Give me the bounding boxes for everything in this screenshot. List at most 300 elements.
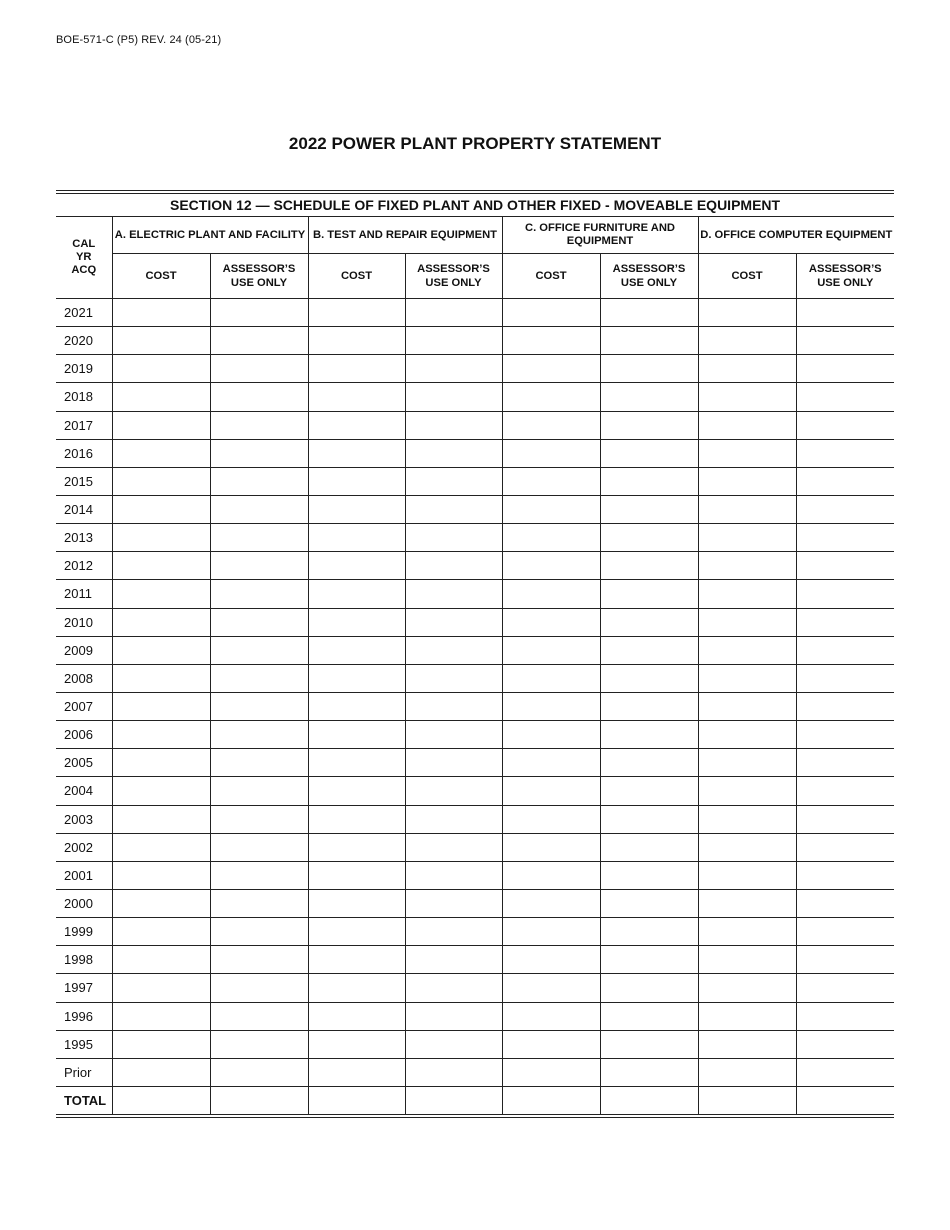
assessor-use-cell-office-furniture bbox=[600, 918, 698, 946]
cost-input-test-repair[interactable] bbox=[308, 833, 405, 861]
year-row bbox=[56, 524, 894, 552]
cost-input-test-repair[interactable] bbox=[308, 889, 405, 917]
total-cost-input-test-repair[interactable] bbox=[308, 1086, 405, 1114]
cost-input-office-computer[interactable] bbox=[698, 355, 796, 383]
cost-input-test-repair[interactable] bbox=[308, 946, 405, 974]
cost-input-test-repair[interactable] bbox=[308, 411, 405, 439]
cost-header-office-computer: COST bbox=[698, 254, 796, 299]
cost-input-electric-plant[interactable] bbox=[112, 833, 210, 861]
assessor-use-cell-office-furniture bbox=[600, 383, 698, 411]
year-row bbox=[56, 692, 894, 720]
year-row bbox=[56, 946, 894, 974]
assessor-use-cell-office-furniture bbox=[600, 974, 698, 1002]
assessor-use-cell-office-computer bbox=[796, 524, 894, 552]
assessor-use-cell-test-repair bbox=[405, 861, 502, 889]
year-row bbox=[56, 1058, 894, 1086]
assessor-header-line-2: USE ONLY bbox=[425, 277, 482, 289]
assessor-use-cell-electric-plant bbox=[210, 327, 308, 355]
cost-input-office-computer[interactable] bbox=[698, 749, 796, 777]
cost-input-office-computer[interactable] bbox=[698, 495, 796, 523]
assessor-use-cell-test-repair bbox=[405, 299, 502, 327]
cost-input-test-repair[interactable] bbox=[308, 1002, 405, 1030]
cost-input-test-repair[interactable] bbox=[308, 524, 405, 552]
assessor-use-cell-office-furniture bbox=[600, 552, 698, 580]
year-label: 1996 bbox=[56, 1002, 112, 1030]
year-row bbox=[56, 777, 894, 805]
total-cost-input-office-computer[interactable] bbox=[698, 1086, 796, 1114]
assessor-use-cell-office-computer bbox=[796, 918, 894, 946]
cost-input-test-repair[interactable] bbox=[308, 439, 405, 467]
assessor-use-cell-electric-plant bbox=[210, 664, 308, 692]
cost-input-electric-plant[interactable] bbox=[112, 383, 210, 411]
cost-input-test-repair[interactable] bbox=[308, 749, 405, 777]
total-row bbox=[56, 1086, 894, 1114]
assessor-use-cell-office-furniture bbox=[600, 495, 698, 523]
cost-input-office-furniture[interactable] bbox=[502, 524, 600, 552]
cost-input-test-repair[interactable] bbox=[308, 1058, 405, 1086]
assessor-use-cell-office-computer bbox=[796, 1002, 894, 1030]
assessor-use-cell-electric-plant bbox=[210, 833, 308, 861]
cost-input-electric-plant[interactable] bbox=[112, 524, 210, 552]
year-header-line-1: CAL bbox=[72, 238, 96, 250]
form-id: BOE-571-C (P5) REV. 24 (05-21) bbox=[56, 34, 222, 46]
year-row bbox=[56, 664, 894, 692]
cost-input-office-computer[interactable] bbox=[698, 889, 796, 917]
assessor-use-cell-test-repair bbox=[405, 495, 502, 523]
year-row bbox=[56, 833, 894, 861]
assessor-use-cell-test-repair bbox=[405, 608, 502, 636]
year-label: 1999 bbox=[56, 918, 112, 946]
cost-input-office-computer[interactable] bbox=[698, 580, 796, 608]
cost-input-electric-plant[interactable] bbox=[112, 889, 210, 917]
assessor-use-cell-test-repair bbox=[405, 383, 502, 411]
year-label: Prior bbox=[56, 1058, 112, 1086]
assessor-use-cell-office-computer bbox=[796, 495, 894, 523]
total-cost-input-office-furniture[interactable] bbox=[502, 1086, 600, 1114]
cost-input-office-furniture[interactable] bbox=[502, 439, 600, 467]
assessor-use-cell-office-computer bbox=[796, 889, 894, 917]
assessor-use-cell-office-computer bbox=[796, 411, 894, 439]
year-row bbox=[56, 467, 894, 495]
assessor-use-cell-office-furniture bbox=[600, 1030, 698, 1058]
assessor-use-header-electric-plant bbox=[210, 254, 308, 299]
year-header-line-3: ACQ bbox=[71, 264, 97, 276]
assessor-use-cell-electric-plant bbox=[210, 974, 308, 1002]
cost-input-office-computer[interactable] bbox=[698, 411, 796, 439]
cost-input-office-furniture[interactable] bbox=[502, 1030, 600, 1058]
assessor-use-cell-office-furniture bbox=[600, 805, 698, 833]
year-label: 1998 bbox=[56, 946, 112, 974]
assessor-use-header-office-computer bbox=[796, 254, 894, 299]
year-label: 2013 bbox=[56, 524, 112, 552]
cost-input-electric-plant[interactable] bbox=[112, 580, 210, 608]
assessor-use-cell-test-repair bbox=[405, 889, 502, 917]
assessor-use-cell-office-furniture bbox=[600, 355, 698, 383]
cost-input-electric-plant[interactable] bbox=[112, 721, 210, 749]
cost-input-electric-plant[interactable] bbox=[112, 636, 210, 664]
year-row bbox=[56, 411, 894, 439]
cost-header-office-furniture: COST bbox=[502, 254, 600, 299]
assessor-use-cell-office-computer bbox=[796, 327, 894, 355]
cost-input-test-repair[interactable] bbox=[308, 861, 405, 889]
cost-input-electric-plant[interactable] bbox=[112, 974, 210, 1002]
assessor-use-cell-office-furniture bbox=[600, 664, 698, 692]
cost-input-office-furniture[interactable] bbox=[502, 299, 600, 327]
cost-input-electric-plant[interactable] bbox=[112, 664, 210, 692]
assessor-use-cell-office-computer bbox=[796, 1058, 894, 1086]
assessor-use-cell-test-repair bbox=[405, 692, 502, 720]
assessor-header-line-1: ASSESSOR’S bbox=[222, 263, 296, 275]
assessor-use-cell-office-computer bbox=[796, 439, 894, 467]
assessor-use-cell-test-repair bbox=[405, 552, 502, 580]
cost-input-office-computer[interactable] bbox=[698, 777, 796, 805]
year-label: 2017 bbox=[56, 411, 112, 439]
assessor-use-cell-test-repair bbox=[405, 439, 502, 467]
assessor-use-cell-office-furniture bbox=[600, 889, 698, 917]
year-row bbox=[56, 608, 894, 636]
total-label: TOTAL bbox=[56, 1086, 112, 1114]
section-title: SECTION 12 — SCHEDULE OF FIXED PLANT AND OTHER FIXED - MOVEABLE EQUIPMENT bbox=[56, 194, 894, 217]
assessor-use-cell-office-computer bbox=[796, 299, 894, 327]
year-label: 2002 bbox=[56, 833, 112, 861]
cost-input-office-furniture[interactable] bbox=[502, 327, 600, 355]
year-row bbox=[56, 721, 894, 749]
fixed-plant-schedule bbox=[56, 190, 894, 1118]
cost-input-electric-plant[interactable] bbox=[112, 861, 210, 889]
cost-input-test-repair[interactable] bbox=[308, 495, 405, 523]
total-assessor-use-cell-test-repair bbox=[405, 1086, 502, 1114]
assessor-use-cell-test-repair bbox=[405, 1002, 502, 1030]
year-label: 2021 bbox=[56, 299, 112, 327]
cost-input-office-furniture[interactable] bbox=[502, 552, 600, 580]
assessor-use-cell-electric-plant bbox=[210, 777, 308, 805]
cost-input-office-furniture[interactable] bbox=[502, 608, 600, 636]
cost-input-office-computer[interactable] bbox=[698, 467, 796, 495]
cost-input-office-computer[interactable] bbox=[698, 692, 796, 720]
cost-input-electric-plant[interactable] bbox=[112, 1030, 210, 1058]
assessor-header-line-1: ASSESSOR’S bbox=[808, 263, 882, 275]
year-row bbox=[56, 327, 894, 355]
cost-input-test-repair[interactable] bbox=[308, 1030, 405, 1058]
year-row bbox=[56, 299, 894, 327]
cost-input-test-repair[interactable] bbox=[308, 467, 405, 495]
cost-input-electric-plant[interactable] bbox=[112, 692, 210, 720]
assessor-use-cell-test-repair bbox=[405, 833, 502, 861]
year-label: 2000 bbox=[56, 889, 112, 917]
cost-input-office-furniture[interactable] bbox=[502, 664, 600, 692]
assessor-use-cell-electric-plant bbox=[210, 918, 308, 946]
cost-input-electric-plant[interactable] bbox=[112, 327, 210, 355]
cost-input-office-furniture[interactable] bbox=[502, 1002, 600, 1030]
cost-input-electric-plant[interactable] bbox=[112, 1058, 210, 1086]
year-label: 1997 bbox=[56, 974, 112, 1002]
assessor-use-header-test-repair bbox=[405, 254, 502, 299]
year-label: 2011 bbox=[56, 580, 112, 608]
assessor-use-cell-office-computer bbox=[796, 777, 894, 805]
cost-input-office-furniture[interactable] bbox=[502, 355, 600, 383]
cost-input-electric-plant[interactable] bbox=[112, 608, 210, 636]
assessor-use-cell-office-computer bbox=[796, 833, 894, 861]
year-row bbox=[56, 580, 894, 608]
cost-input-test-repair[interactable] bbox=[308, 383, 405, 411]
cost-input-office-furniture[interactable] bbox=[502, 749, 600, 777]
assessor-use-cell-test-repair bbox=[405, 524, 502, 552]
cost-input-office-furniture[interactable] bbox=[502, 833, 600, 861]
cost-input-test-repair[interactable] bbox=[308, 805, 405, 833]
cost-input-electric-plant[interactable] bbox=[112, 749, 210, 777]
cost-input-office-computer[interactable] bbox=[698, 439, 796, 467]
year-row bbox=[56, 861, 894, 889]
cost-input-electric-plant[interactable] bbox=[112, 467, 210, 495]
assessor-use-cell-electric-plant bbox=[210, 552, 308, 580]
assessor-use-cell-office-furniture bbox=[600, 411, 698, 439]
assessor-use-cell-office-furniture bbox=[600, 946, 698, 974]
cost-input-office-computer[interactable] bbox=[698, 1030, 796, 1058]
cost-input-test-repair[interactable] bbox=[308, 580, 405, 608]
cost-input-test-repair[interactable] bbox=[308, 721, 405, 749]
year-label: 2007 bbox=[56, 692, 112, 720]
assessor-use-cell-electric-plant bbox=[210, 383, 308, 411]
assessor-header-line-1: ASSESSOR’S bbox=[417, 263, 490, 275]
assessor-use-cell-office-furniture bbox=[600, 1058, 698, 1086]
assessor-use-cell-office-computer bbox=[796, 355, 894, 383]
cost-input-test-repair[interactable] bbox=[308, 664, 405, 692]
assessor-use-cell-office-computer bbox=[796, 805, 894, 833]
assessor-use-cell-test-repair bbox=[405, 636, 502, 664]
cost-input-office-furniture[interactable] bbox=[502, 974, 600, 1002]
assessor-use-cell-office-furniture bbox=[600, 861, 698, 889]
cost-input-electric-plant[interactable] bbox=[112, 946, 210, 974]
cost-input-test-repair[interactable] bbox=[308, 327, 405, 355]
year-label: 2010 bbox=[56, 608, 112, 636]
assessor-use-cell-test-repair bbox=[405, 974, 502, 1002]
year-row bbox=[56, 636, 894, 664]
assessor-use-cell-office-furniture bbox=[600, 777, 698, 805]
assessor-header-line-2: USE ONLY bbox=[620, 277, 678, 289]
sub-header-row bbox=[56, 254, 894, 299]
cost-input-electric-plant[interactable] bbox=[112, 355, 210, 383]
cost-input-office-furniture[interactable] bbox=[502, 1058, 600, 1086]
assessor-use-cell-test-repair bbox=[405, 918, 502, 946]
cost-input-electric-plant[interactable] bbox=[112, 918, 210, 946]
cost-input-office-furniture[interactable] bbox=[502, 721, 600, 749]
cost-input-electric-plant[interactable] bbox=[112, 1002, 210, 1030]
cost-input-electric-plant[interactable] bbox=[112, 495, 210, 523]
cost-input-test-repair[interactable] bbox=[308, 918, 405, 946]
year-row bbox=[56, 974, 894, 1002]
cost-input-test-repair[interactable] bbox=[308, 974, 405, 1002]
assessor-use-cell-test-repair bbox=[405, 580, 502, 608]
cost-input-office-furniture[interactable] bbox=[502, 636, 600, 664]
document-title: 2022 POWER PLANT PROPERTY STATEMENT bbox=[288, 134, 662, 153]
assessor-use-cell-office-furniture bbox=[600, 467, 698, 495]
cost-input-office-furniture[interactable] bbox=[502, 861, 600, 889]
cost-input-office-computer[interactable] bbox=[698, 721, 796, 749]
assessor-use-cell-test-repair bbox=[405, 327, 502, 355]
cost-input-office-computer[interactable] bbox=[698, 974, 796, 1002]
cost-input-office-computer[interactable] bbox=[698, 1058, 796, 1086]
assessor-use-cell-office-furniture bbox=[600, 636, 698, 664]
total-assessor-use-cell-office-computer bbox=[796, 1086, 894, 1114]
cost-input-office-computer[interactable] bbox=[698, 327, 796, 355]
cost-input-test-repair[interactable] bbox=[308, 355, 405, 383]
assessor-use-cell-electric-plant bbox=[210, 861, 308, 889]
year-label: 2005 bbox=[56, 749, 112, 777]
cost-input-test-repair[interactable] bbox=[308, 552, 405, 580]
cost-input-office-computer[interactable] bbox=[698, 552, 796, 580]
assessor-use-cell-electric-plant bbox=[210, 1030, 308, 1058]
assessor-use-cell-test-repair bbox=[405, 355, 502, 383]
assessor-use-cell-test-repair bbox=[405, 721, 502, 749]
schedule-table bbox=[56, 194, 894, 1114]
assessor-use-cell-office-computer bbox=[796, 664, 894, 692]
cost-input-office-computer[interactable] bbox=[698, 636, 796, 664]
assessor-use-cell-office-computer bbox=[796, 974, 894, 1002]
assessor-use-cell-office-furniture bbox=[600, 833, 698, 861]
cost-input-electric-plant[interactable] bbox=[112, 439, 210, 467]
cost-input-office-furniture[interactable] bbox=[502, 383, 600, 411]
year-row bbox=[56, 889, 894, 917]
group-header-office-furniture: C. OFFICE FURNITURE AND EQUIPMENT bbox=[502, 217, 698, 254]
year-row bbox=[56, 1030, 894, 1058]
cost-header-electric-plant: COST bbox=[112, 254, 210, 299]
year-label: 2004 bbox=[56, 777, 112, 805]
year-label: 2014 bbox=[56, 495, 112, 523]
cost-input-office-computer[interactable] bbox=[698, 861, 796, 889]
assessor-use-cell-office-computer bbox=[796, 383, 894, 411]
cost-input-office-computer[interactable] bbox=[698, 608, 796, 636]
assessor-use-cell-office-furniture bbox=[600, 439, 698, 467]
cost-input-office-furniture[interactable] bbox=[502, 946, 600, 974]
year-label: 2015 bbox=[56, 467, 112, 495]
bottom-double-rule bbox=[56, 1114, 894, 1118]
cost-input-office-furniture[interactable] bbox=[502, 580, 600, 608]
year-label: 2003 bbox=[56, 805, 112, 833]
assessor-use-cell-electric-plant bbox=[210, 692, 308, 720]
year-label: 2001 bbox=[56, 861, 112, 889]
year-row bbox=[56, 495, 894, 523]
cost-input-office-computer[interactable] bbox=[698, 299, 796, 327]
cost-input-electric-plant[interactable] bbox=[112, 299, 210, 327]
cost-input-electric-plant[interactable] bbox=[112, 777, 210, 805]
assessor-use-cell-electric-plant bbox=[210, 299, 308, 327]
assessor-use-cell-electric-plant bbox=[210, 946, 308, 974]
assessor-use-cell-electric-plant bbox=[210, 889, 308, 917]
year-label: 2016 bbox=[56, 439, 112, 467]
cost-input-test-repair[interactable] bbox=[308, 636, 405, 664]
cost-input-test-repair[interactable] bbox=[308, 692, 405, 720]
total-assessor-use-cell-electric-plant bbox=[210, 1086, 308, 1114]
assessor-use-cell-electric-plant bbox=[210, 749, 308, 777]
cost-input-office-computer[interactable] bbox=[698, 383, 796, 411]
year-label: 2019 bbox=[56, 355, 112, 383]
year-label: 2012 bbox=[56, 552, 112, 580]
cost-input-electric-plant[interactable] bbox=[112, 552, 210, 580]
year-row bbox=[56, 552, 894, 580]
cost-header-test-repair: COST bbox=[308, 254, 405, 299]
year-row bbox=[56, 805, 894, 833]
cost-input-office-furniture[interactable] bbox=[502, 411, 600, 439]
assessor-use-cell-electric-plant bbox=[210, 1058, 308, 1086]
assessor-use-cell-office-furniture bbox=[600, 692, 698, 720]
cost-input-office-computer[interactable] bbox=[698, 524, 796, 552]
cost-input-office-furniture[interactable] bbox=[502, 918, 600, 946]
assessor-use-cell-office-computer bbox=[796, 721, 894, 749]
year-row bbox=[56, 918, 894, 946]
assessor-use-cell-office-furniture bbox=[600, 580, 698, 608]
cost-input-office-furniture[interactable] bbox=[502, 692, 600, 720]
group-header-electric-plant: A. ELECTRIC PLANT AND FACILITY bbox=[112, 217, 308, 254]
cost-input-office-computer[interactable] bbox=[698, 664, 796, 692]
assessor-use-cell-electric-plant bbox=[210, 411, 308, 439]
assessor-use-cell-office-furniture bbox=[600, 608, 698, 636]
group-header-test-repair: B. TEST AND REPAIR EQUIPMENT bbox=[308, 217, 502, 254]
assessor-use-cell-office-computer bbox=[796, 1030, 894, 1058]
cost-input-office-computer[interactable] bbox=[698, 918, 796, 946]
assessor-use-cell-office-computer bbox=[796, 692, 894, 720]
cost-input-office-furniture[interactable] bbox=[502, 805, 600, 833]
cost-input-office-computer[interactable] bbox=[698, 833, 796, 861]
assessor-use-cell-test-repair bbox=[405, 1058, 502, 1086]
year-label: 2009 bbox=[56, 636, 112, 664]
assessor-use-cell-test-repair bbox=[405, 749, 502, 777]
year-row bbox=[56, 439, 894, 467]
year-acquired-header bbox=[56, 217, 112, 299]
assessor-use-cell-office-furniture bbox=[600, 299, 698, 327]
cost-input-office-furniture[interactable] bbox=[502, 467, 600, 495]
assessor-use-cell-electric-plant bbox=[210, 580, 308, 608]
assessor-use-cell-test-repair bbox=[405, 467, 502, 495]
assessor-use-cell-electric-plant bbox=[210, 467, 308, 495]
assessor-use-cell-electric-plant bbox=[210, 524, 308, 552]
assessor-use-cell-office-computer bbox=[796, 467, 894, 495]
cost-input-office-computer[interactable] bbox=[698, 946, 796, 974]
cost-input-office-furniture[interactable] bbox=[502, 889, 600, 917]
cost-input-office-computer[interactable] bbox=[698, 1002, 796, 1030]
assessor-use-cell-office-furniture bbox=[600, 721, 698, 749]
total-cost-input-electric-plant[interactable] bbox=[112, 1086, 210, 1114]
total-assessor-use-cell-office-furniture bbox=[600, 1086, 698, 1114]
assessor-use-cell-electric-plant bbox=[210, 1002, 308, 1030]
cost-input-test-repair[interactable] bbox=[308, 608, 405, 636]
year-row bbox=[56, 749, 894, 777]
assessor-use-cell-office-computer bbox=[796, 580, 894, 608]
year-row bbox=[56, 383, 894, 411]
assessor-use-cell-office-computer bbox=[796, 749, 894, 777]
year-row bbox=[56, 1002, 894, 1030]
assessor-use-cell-electric-plant bbox=[210, 721, 308, 749]
assessor-use-header-office-furniture bbox=[600, 254, 698, 299]
cost-input-test-repair[interactable] bbox=[308, 777, 405, 805]
assessor-header-line-2: USE ONLY bbox=[230, 277, 288, 289]
assessor-use-cell-electric-plant bbox=[210, 495, 308, 523]
cost-input-office-computer[interactable] bbox=[698, 805, 796, 833]
cost-input-test-repair[interactable] bbox=[308, 299, 405, 327]
assessor-use-cell-test-repair bbox=[405, 777, 502, 805]
cost-input-office-furniture[interactable] bbox=[502, 495, 600, 523]
year-label: 2020 bbox=[56, 327, 112, 355]
cost-input-electric-plant[interactable] bbox=[112, 411, 210, 439]
year-label: 1995 bbox=[56, 1030, 112, 1058]
assessor-use-cell-office-furniture bbox=[600, 524, 698, 552]
cost-input-electric-plant[interactable] bbox=[112, 805, 210, 833]
assessor-use-cell-office-furniture bbox=[600, 749, 698, 777]
group-header-office-computer: D. OFFICE COMPUTER EQUIPMENT bbox=[698, 217, 894, 254]
assessor-use-cell-electric-plant bbox=[210, 805, 308, 833]
assessor-use-cell-test-repair bbox=[405, 946, 502, 974]
cost-input-office-furniture[interactable] bbox=[502, 777, 600, 805]
assessor-use-cell-electric-plant bbox=[210, 439, 308, 467]
